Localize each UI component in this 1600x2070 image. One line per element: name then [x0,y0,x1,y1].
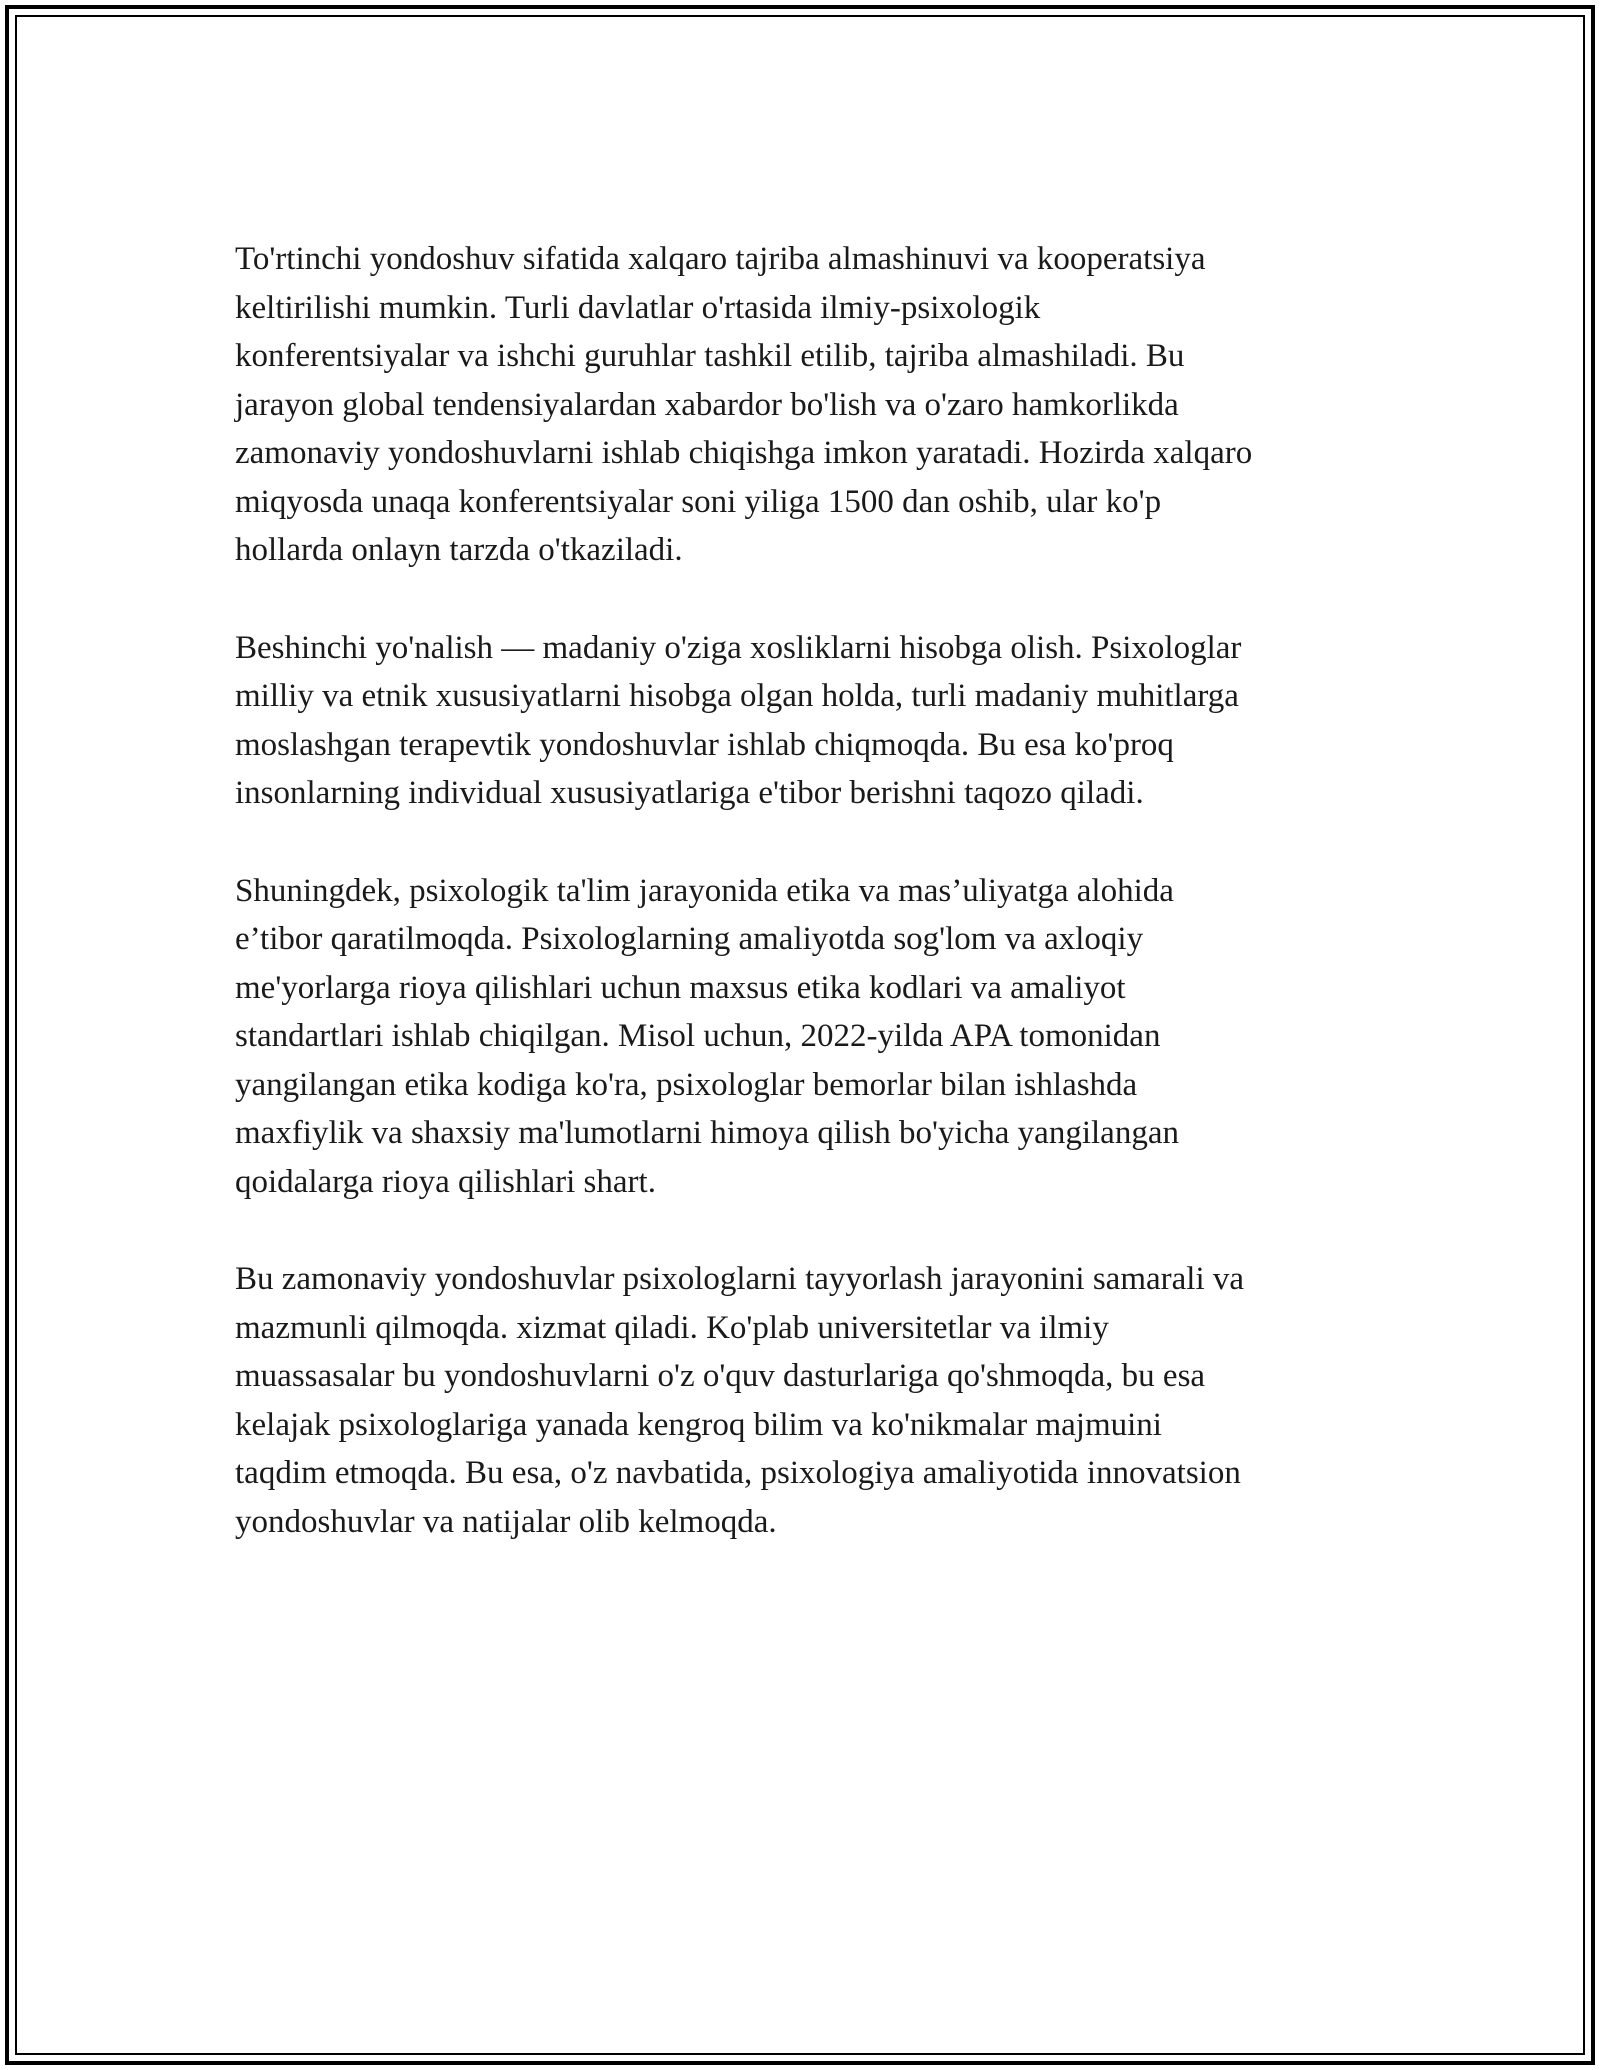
text-line: jarayon global tendensiyalardan xabardor bo'lish va o'zaro hamkorlikda [235,386,1179,423]
text-line: taqdim etmoqda. Bu esa, o'z navbatida, psixologiya amaliyotida innovatsion [235,1455,1241,1491]
text-line: mazmunli qilmoqda. xizmat qiladi. Ko'plab universitetlar va ilmiy [235,1309,1109,1346]
text-line: Bu zamonaviy yondoshuvlar psixologlarni tayyorlash jarayonini samarali va [235,1261,1245,1297]
text-line: moslashgan terapevtik yondoshuvlar ishlab chiqmoqda. Bu esa ko'proq [235,726,1174,763]
text-line: me'yorlarga rioya qilishlari uchun maxsus etika kodlari va amaliyot [235,969,1126,1006]
text-line: insonlarning individual xususiyatlariga e'tibor berishni taqozo qiladi. [235,775,1144,811]
text-line: e’tibor qaratilmoqda. Psixologlarning amaliyotda sog'lom va axloqiy [235,921,1144,957]
text-line: yondoshuvlar va natijalar olib kelmoqda. [235,1503,777,1540]
text-line: qoidalarga rioya qilishlari shart. [235,1163,656,1200]
document-body [235,235,1375,1595]
text-line: standartlari ishlab chiqilgan. Misol uchun, 2022-yilda APA tomonidan [235,1018,1161,1054]
text-line: miqyosda unaqa konferentsiyalar soni yiliga 1500 dan oshib, ular ko'p [235,483,1162,520]
paragraph-3 [235,867,1375,1207]
text-line: Shuningdek, psixologik ta'lim jarayonida etika va mas’uliyatga alohida [235,872,1174,909]
text-line: keltirilishi mumkin. Turli davlatlar o'rtasida ilmiy-psixologik [235,289,1041,326]
text-line: milliy va etnik xususiyatlarni hisobga olgan holda, turli madaniy muhitlarga [235,678,1239,714]
paragraph-1 [235,235,1375,575]
text-line: hollarda onlayn tarzda o'tkaziladi. [235,532,683,568]
text-line: konferentsiyalar va ishchi guruhlar tashkil etilib, tajriba almashiladi. Bu [235,338,1185,374]
text-line: yangilangan etika kodiga ko'ra, psixologlar bemorlar bilan ishlashda [235,1066,1138,1103]
text-line: muassasalar bu yondoshuvlarni o'z o'quv dasturlariga qo'shmoqda, bu esa [235,1358,1206,1394]
text-line: kelajak psixologlariga yanada kengroq bilim va ko'nikmalar majmuini [235,1406,1162,1443]
paragraph-4 [235,1255,1375,1546]
text-line: zamonaviy yondoshuvlarni ishlab chiqishga imkon yaratadi. Hozirda xalqaro [235,435,1253,471]
paragraph-2 [235,624,1375,818]
text-line: maxfiylik va shaxsiy ma'lumotlarni himoya qilish bo'yicha yangilangan [235,1115,1179,1151]
text-line: Beshinchi yo'nalish — madaniy o'ziga xosliklarni hisobga olish. Psixologlar [235,629,1242,666]
text-line: To'rtinchi yondoshuv sifatida xalqaro tajriba almashinuvi va kooperatsiya [235,241,1206,277]
